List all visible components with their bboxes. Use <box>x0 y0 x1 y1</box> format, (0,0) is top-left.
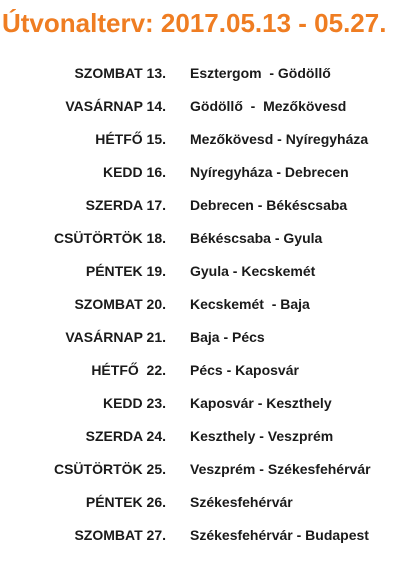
schedule-day: CSÜTÖRTÖK 25. <box>53 461 166 477</box>
schedule-route: Kaposvár - Keszthely <box>190 395 332 411</box>
schedule-day: SZOMBAT 20. <box>74 296 166 312</box>
schedule-day: VASÁRNAP 21. <box>65 329 166 345</box>
schedule-route: Baja - Pécs <box>190 329 265 345</box>
schedule-day: SZERDA 24. <box>85 428 166 444</box>
schedule-row <box>0 163 414 196</box>
schedule-route: Keszthely - Veszprém <box>190 428 334 444</box>
schedule-route: Nyíregyháza - Debrecen <box>190 164 349 180</box>
schedule-row <box>0 295 414 328</box>
schedule-row <box>0 196 414 229</box>
schedule-route: Kecskemét - Baja <box>190 296 310 312</box>
schedule-day: HÉTFŐ 22. <box>91 362 166 378</box>
page-title: Útvonalterv: 2017.05.13 - 05.27. <box>2 8 387 38</box>
schedule-day: HÉTFŐ 15. <box>95 131 166 147</box>
schedule-day: VASÁRNAP 14. <box>65 98 166 114</box>
schedule-route: Debrecen - Békéscsaba <box>190 197 348 213</box>
itinerary-schedule <box>0 64 414 559</box>
schedule-day: CSÜTÖRTÖK 18. <box>53 230 166 246</box>
schedule-day: PÉNTEK 26. <box>85 494 166 510</box>
schedule-route: Mezőkövesd - Nyíregyháza <box>190 131 369 147</box>
schedule-day: SZERDA 17. <box>85 197 166 213</box>
schedule-row <box>0 262 414 295</box>
schedule-route: Székesfehérvár - Budapest <box>190 527 369 543</box>
schedule-day: SZOMBAT 27. <box>74 527 166 543</box>
schedule-day: KEDD 16. <box>102 164 166 180</box>
schedule-row <box>0 361 414 394</box>
schedule-route: Gödöllő - Mezőkövesd <box>190 98 347 114</box>
schedule-day: SZOMBAT 13. <box>74 65 166 81</box>
schedule-route: Gyula - Kecskemét <box>190 263 316 279</box>
schedule-day: PÉNTEK 19. <box>85 263 166 279</box>
schedule-row <box>0 526 414 559</box>
schedule-row <box>0 229 414 262</box>
schedule-route: Székesfehérvár <box>190 494 293 510</box>
schedule-day: KEDD 23. <box>102 395 166 411</box>
schedule-route: Békéscsaba - Gyula <box>190 230 323 246</box>
schedule-row <box>0 493 414 526</box>
schedule-row <box>0 328 414 361</box>
schedule-row <box>0 64 414 97</box>
schedule-route: Veszprém - Székesfehérvár <box>190 461 371 477</box>
schedule-row <box>0 97 414 130</box>
schedule-row <box>0 394 414 427</box>
schedule-route: Esztergom - Gödöllő <box>190 65 331 81</box>
schedule-route: Pécs - Kaposvár <box>190 362 299 378</box>
schedule-row <box>0 427 414 460</box>
schedule-row <box>0 130 414 163</box>
schedule-row <box>0 460 414 493</box>
